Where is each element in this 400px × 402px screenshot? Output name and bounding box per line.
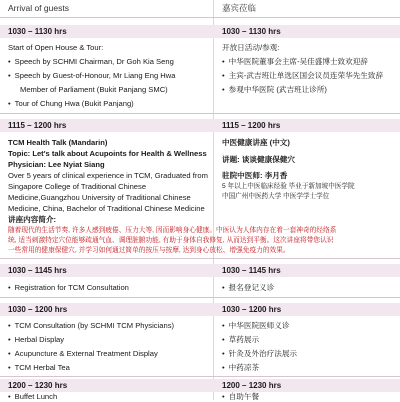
time-lunch-cn: 1200 – 1230 hrs [222, 381, 282, 390]
opening-item-cn: • 中华医院董事会主席-吴佳盛博士致欢迎辞 [222, 56, 368, 67]
consultation-item-cn: • 草药展示 [222, 334, 259, 345]
time-health-talk-cn: 1115 – 1200 hrs [222, 121, 281, 130]
time-registration-en: 1030 – 1145 hrs [8, 266, 67, 275]
physician-bio-en: Medicine,Guangzhou University of Traditional Chinese [8, 193, 191, 202]
talk-content-line: 统, 适当刺激特定穴位能够疏通气血、调理脏腑功能, 有助于身体自我修复, 从而达到平衡。这次讲座将带您认识 [8, 237, 334, 244]
opening-item-en: • Speech by SCHMI Chairman, Dr Goh Kia Seng [8, 56, 174, 67]
lunch-item-cn: • 自助午餐 [222, 391, 259, 402]
consultation-item-en: • Herbal Display [8, 334, 64, 345]
registration-item-cn: • 报名登记义诊 [222, 282, 274, 293]
health-talk-title-en: TCM Health Talk (Mandarin) [8, 138, 108, 147]
health-talk-physician-en: Physician: Lee Nyiat Siang [8, 160, 105, 169]
consultation-item-cn: • 中华医院医师义诊 [222, 320, 289, 331]
health-talk-topic-cn: 讲题: 谈谈健康保健穴 [222, 155, 295, 164]
time-consultation-en: 1030 – 1200 hrs [8, 305, 68, 314]
section-divider [0, 297, 400, 298]
consultation-item-en: • TCM Consultation (by SCHMI TCM Physicians) [8, 320, 174, 331]
opening-item-en: Member of Parliament (Bukit Panjang SMC) [20, 85, 168, 94]
consultation-item-en: • TCM Herbal Tea [8, 362, 70, 373]
physician-bio-en: Singapore College of Traditional Chinese [8, 182, 147, 191]
opening-item-en: • Tour of Chung Hwa (Bukit Panjang) [8, 98, 134, 109]
physician-bio-en: Over 5 years of clinical experience in TCM, Graduated from [8, 171, 208, 180]
time-opening-cn: 1030 – 1130 hrs [222, 27, 281, 36]
header-right: 嘉宾莅临 [222, 3, 257, 13]
consultation-item-cn: • 针灸及外治疗法展示 [222, 348, 297, 359]
opening-heading-en: Start of Open House & Tour: [8, 43, 104, 52]
talk-content-label: 讲座内容简介: [8, 215, 57, 224]
consultation-item-en: • Acupuncture & External Treatment Display [8, 348, 158, 359]
physician-bio-cn: 5 年以上中医临床经验 毕业于新加坡中医学院 [222, 183, 355, 190]
health-talk-physician-cn: 驻院中医师: 李月香 [222, 171, 288, 180]
lunch-item-en: • Buffet Lunch [8, 391, 57, 402]
header-left: Arrival of guests [8, 3, 69, 13]
section-divider [0, 113, 400, 114]
consultation-item-cn: • 中药凉茶 [222, 362, 259, 373]
header-divider [0, 17, 400, 18]
opening-heading-cn: 开放日活动/参观: [222, 43, 280, 52]
physician-bio-en: Medicine, China, Bachelor of Traditional Chinese Medicine [8, 204, 205, 213]
time-consultation-cn: 1030 – 1200 hrs [222, 305, 282, 314]
opening-item-cn: • 参观中华医院 (武吉班让诊所) [222, 84, 327, 95]
health-talk-topic-en: Topic: Let's talk about Acupoints for Health & Wellness [8, 149, 207, 158]
talk-content-line: 一些常用的健康保健穴, 并学习如何通过简单的按压与按摩, 达到身心放松、增强免疫力的效果。 [8, 247, 290, 254]
time-registration-cn: 1030 – 1145 hrs [222, 266, 281, 275]
health-talk-title-cn: 中医健康讲座 (中文) [222, 138, 290, 147]
section-divider [0, 376, 400, 377]
time-lunch-en: 1200 – 1230 hrs [8, 381, 68, 390]
opening-item-en: • Speech by Guest-of-Honour, Mr Liang Eng Hwa [8, 70, 176, 81]
talk-content-line: 随着现代的生活节奏, 许多人感到疲倦、压力大等, 因而影响身心健康。中医认为人体内存在着一套神奇的经络系 [8, 227, 337, 234]
time-health-talk-en: 1115 – 1200 hrs [8, 121, 67, 130]
physician-bio-cn: 中国广州中医药大学 中医学学士学位 [222, 193, 330, 200]
column-divider [213, 0, 214, 400]
time-opening-en: 1030 – 1130 hrs [8, 27, 67, 36]
registration-item-en: • Registration for TCM Consultation [8, 282, 129, 293]
section-divider [0, 258, 400, 259]
opening-item-cn: • 主宾-武吉班让单选区国会议员连荣华先生致辞 [222, 70, 383, 81]
